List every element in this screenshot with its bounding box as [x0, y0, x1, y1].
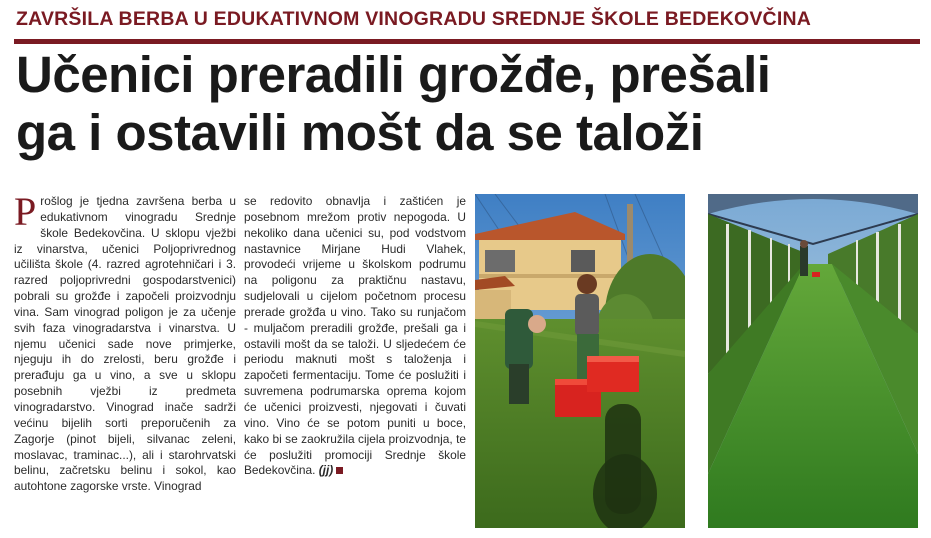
kicker-divider [14, 39, 920, 44]
author-signature: (jj) [318, 463, 334, 478]
article-column-2 [244, 194, 466, 479]
article-column-1 [14, 189, 236, 495]
article-kicker: ZAVRŠILA BERBA U EDUKATIVNOM VINOGRADU SREDNJE ŠKOLE BEDEKOVČINA [16, 8, 812, 30]
end-of-article-mark [336, 467, 343, 474]
column-2-text: se redovito obnavlja i zaštićen je posebnom mrežom protiv nepogoda. U nekoliko dana učenici su, pod vodstvom nastavnice Mirjane Hudi Vlahek, provodeći vrijeme u školskom podrumu na poligonu za praktičnu nastavu, sudjelovali u cijelom početnom procesu prerade grožđa u vino. Tako su runjačom - muljačom preradili grožđe, prešali ga i ostavili mošt da se taloži. U sljedećem će periodu maknuti mošt s taloženja i započeti fermentaciju. Tome će poslužiti i suvremena podrumarska oprema kojom će učenici proizvesti, njegovati i čuvati vino. Vino će se potom puniti u boce, kako bi se zaokružila cijela proizvodnja, te će poslužiti promociji Srednje škole Bedekovčina. [244, 194, 466, 478]
drop-cap: P [14, 189, 37, 234]
photo-vineyard-rows [708, 194, 918, 528]
photo-grape-harvest [475, 194, 685, 528]
column-1-text: rošlog je tjedna završena berba u edukativnom vinogradu Srednje škole Bedekovčina. U sklopu vježbi iz vinarstva, učenici Poljoprivrednog učilišta škole (4. razred agrotehničari i 3. razred poljoprivredni gospodarstvenici) pobrali su grožđe i započeli proizvodnju vina. Sam vinograd poligon je za učenje svih faza vinogradarstva i vinarstva. U njemu učenici sade nove primjerke, njeguju ih do zrelosti, beru grožđe i prerađuju ga u vino, a sve u sklopu posebnih vježbi iz predmeta vinogradarstvo. Vinograd inače sadrži većinu bijelih sorti preporučenih za Zagorje (pinot bijeli, silvanac zeleni, moslavac, traminac...), ali i starohrvatski belinu, začretsku belinu i sokol, kao autohtone zagorske vrste. Vinograd [14, 194, 236, 494]
headline-line-2: ga i ostavili mošt da se taloži [16, 104, 704, 161]
article-headline [16, 46, 921, 162]
headline-line-1: Učenici preradili grožđe, prešali [16, 46, 771, 103]
